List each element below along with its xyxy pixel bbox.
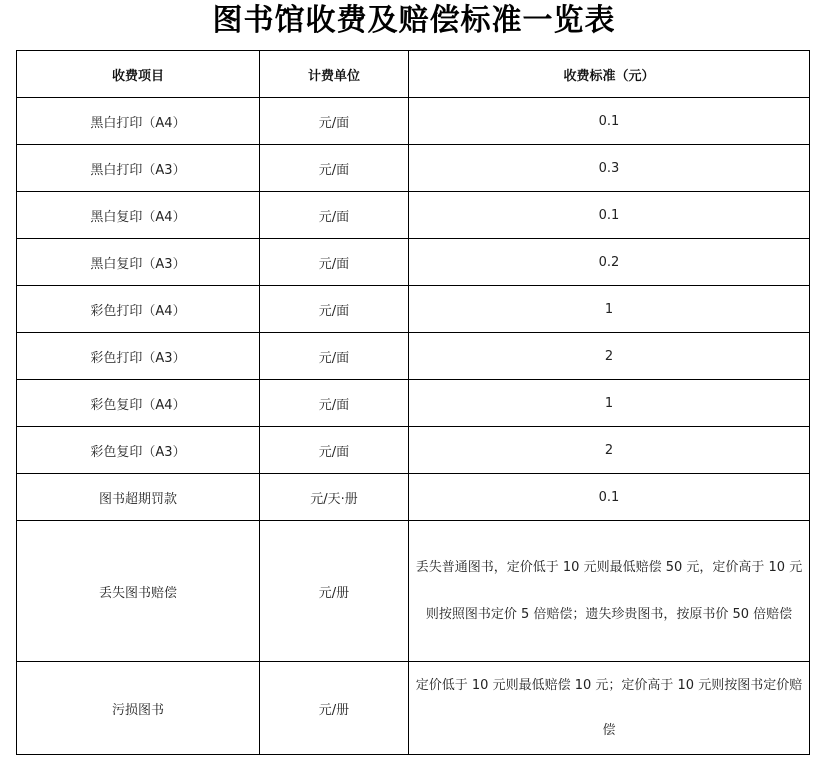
cell-unit: 元/面 [260, 380, 409, 427]
page-title: 图书馆收费及赔偿标准一览表 [212, 3, 616, 38]
table-header-row [17, 51, 810, 98]
table-row [17, 98, 810, 145]
cell-unit: 元/面 [260, 427, 409, 474]
table-row [17, 286, 810, 333]
cell-item: 污损图书 [17, 662, 260, 755]
cell-standard: 1 [409, 286, 810, 333]
cell-unit: 元/册 [260, 662, 409, 755]
header-standard: 收费标准（元） [409, 51, 810, 98]
table-row [17, 662, 810, 755]
cell-item: 彩色复印（A3） [17, 427, 260, 474]
cell-item: 黑白复印（A3） [17, 239, 260, 286]
cell-unit: 元/册 [260, 521, 409, 662]
cell-standard: 定价低于 10 元则最低赔偿 10 元；定价高于 10 元则按图书定价赔偿 [409, 662, 810, 755]
cell-unit: 元/天·册 [260, 474, 409, 521]
table-row [17, 333, 810, 380]
table-row [17, 145, 810, 192]
cell-unit: 元/面 [260, 98, 409, 145]
table-row [17, 427, 810, 474]
table-row [17, 380, 810, 427]
cell-unit: 元/面 [260, 145, 409, 192]
cell-standard: 0.1 [409, 474, 810, 521]
cell-item: 彩色复印（A4） [17, 380, 260, 427]
cell-unit: 元/面 [260, 286, 409, 333]
cell-standard: 1 [409, 380, 810, 427]
cell-item: 彩色打印（A3） [17, 333, 260, 380]
table-row [17, 521, 810, 662]
cell-item: 图书超期罚款 [17, 474, 260, 521]
cell-item: 彩色打印（A4） [17, 286, 260, 333]
cell-item: 黑白复印（A4） [17, 192, 260, 239]
cell-unit: 元/面 [260, 333, 409, 380]
cell-standard: 0.1 [409, 98, 810, 145]
cell-standard: 0.3 [409, 145, 810, 192]
cell-item: 丢失图书赔偿 [17, 521, 260, 662]
cell-standard: 2 [409, 333, 810, 380]
cell-standard: 0.1 [409, 192, 810, 239]
table-row [17, 192, 810, 239]
table-row [17, 474, 810, 521]
cell-unit: 元/面 [260, 239, 409, 286]
fee-table [16, 50, 810, 755]
cell-standard: 0.2 [409, 239, 810, 286]
header-item: 收费项目 [17, 51, 260, 98]
table-row [17, 239, 810, 286]
cell-item: 黑白打印（A3） [17, 145, 260, 192]
cell-item: 黑白打印（A4） [17, 98, 260, 145]
cell-standard: 丢失普通图书，定价低于 10 元则最低赔偿 50 元，定价高于 10 元则按照图书定价 5 倍赔偿；遗失珍贵图书，按原书价 50 倍赔偿 [409, 521, 810, 662]
cell-unit: 元/面 [260, 192, 409, 239]
header-unit: 计费单位 [260, 51, 409, 98]
cell-standard: 2 [409, 427, 810, 474]
